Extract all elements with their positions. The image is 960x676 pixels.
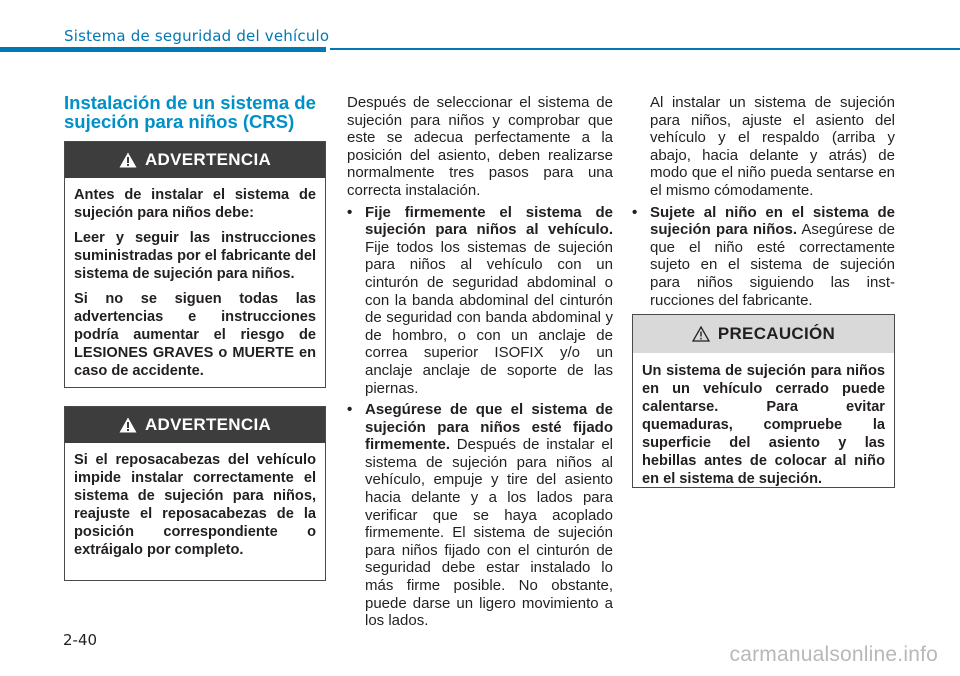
caution-box-body bbox=[633, 353, 894, 496]
page-heading-line2: sujeción para niños (CRS) bbox=[64, 111, 295, 132]
caution-box-title: PRECAUCIÓN bbox=[717, 324, 836, 343]
warning-triangle-icon bbox=[119, 417, 137, 433]
bullet-ensure-fixed-text: Después de instalar el sistema de sujeción para niños al vehículo, empuje y tire del asiento hacia delante y a los lados para verificar que se haya acoplado firmemente. El sistema de sujeción para niños fijado con el cinturón de seguridad debe estar instalado lo más firme posible. No obstante, puede darse un ligero movimiento a los lados. bbox=[365, 436, 613, 630]
bullet-fix-firmly bbox=[347, 204, 613, 398]
middle-intro: Después de seleccionar el sistema de sujeción para niños y comprobar que este se adecua perfectamente a la posición del asiento, deben realizarse normalmente tres pasos para una correcta instalación. bbox=[347, 94, 613, 199]
warning-box-2 bbox=[64, 406, 326, 581]
warning-box-1-p2: Leer y seguir las instrucciones suministradas por el fabricante del sistema de sujeción para niños. bbox=[74, 230, 316, 282]
caution-triangle-icon bbox=[692, 326, 710, 342]
caution-box-header bbox=[633, 315, 894, 353]
bullet-ensure-fixed bbox=[347, 401, 613, 630]
caution-box-p1: Un sistema de sujeción para niños en un vehículo cerrado puede calentarse. Para evitar quemaduras, compruebe la superficie del asiento y las hebillas antes de colocar al niño en el sistema de sujeción. bbox=[642, 363, 885, 487]
warning-box-2-header bbox=[65, 407, 325, 443]
warning-box-1-body bbox=[65, 178, 325, 388]
warning-triangle-icon bbox=[119, 152, 137, 168]
caution-box bbox=[632, 314, 895, 488]
warning-box-1-p3: Si no se siguen todas las advertencias e instrucciones podría aumentar el riesgo de LESIONES GRAVES o MUERTE en caso de accidente. bbox=[74, 291, 316, 379]
section-title: Sistema de seguridad del vehículo bbox=[64, 27, 330, 45]
page-heading bbox=[64, 93, 326, 131]
bullet-secure-child-bold: Sujete al niño en el sistema de sujeción para niños. bbox=[650, 203, 895, 239]
warning-box-1-title: ADVERTENCIA bbox=[144, 150, 272, 169]
warning-box-2-body bbox=[65, 443, 325, 567]
middle-column bbox=[347, 94, 613, 630]
warning-box-1 bbox=[64, 141, 326, 388]
bullet-secure-child bbox=[632, 204, 895, 310]
right-continuation: Al instalar un sistema de sujeción para niños, ajuste el asiento del vehículo y el respaldo (arriba y abajo, hacia delante y atrás) de modo que el niño pueda sentarse en el mismo cómodamente. bbox=[650, 94, 895, 199]
bullet-ensure-fixed-bold: Asegúrese de que el sistema de sujeción para niños esté fijado firmemente. bbox=[365, 401, 613, 454]
page-number: 2-40 bbox=[63, 631, 98, 649]
watermark-text: carmanualsonline.info bbox=[729, 643, 938, 666]
warning-box-2-p1: Si el reposacabezas del vehículo impide instalar correctamente el sistema de sujeción para niños, reajuste el reposacabezas de la posición correspondiente o extráigalo por completo. bbox=[74, 452, 316, 558]
page-heading-line1: Instalación de un sistema de bbox=[64, 92, 316, 113]
header-bar-thick bbox=[0, 47, 326, 52]
bullet-fix-firmly-text: Fije todos los sistemas de sujeción para niños al vehículo con un cinturón de seguridad abdominal o con la banda abdominal del cinturón de seguridad con banda abdominal y de hombro, o con un anclaje de correa superior ISOFIX y/o un anclaje anclaje de soporte de las piernas. bbox=[365, 238, 613, 397]
bullet-fix-firmly-bold: Fije firmemente el sistema de sujeción para niños al vehículo. bbox=[365, 203, 613, 239]
header-bar-thin bbox=[330, 48, 960, 50]
right-column bbox=[632, 94, 895, 309]
warning-box-1-p1: Antes de instalar el sistema de sujeción para niños debe: bbox=[74, 187, 316, 221]
bullet-secure-child-text: Asegúrese de que el niño esté correctamente sujeto en el sistema de sujeción para niños siguiendo las inst-rucciones del fabricante. bbox=[650, 221, 895, 309]
warning-box-2-title: ADVERTENCIA bbox=[144, 415, 272, 434]
warning-box-1-header bbox=[65, 142, 325, 178]
